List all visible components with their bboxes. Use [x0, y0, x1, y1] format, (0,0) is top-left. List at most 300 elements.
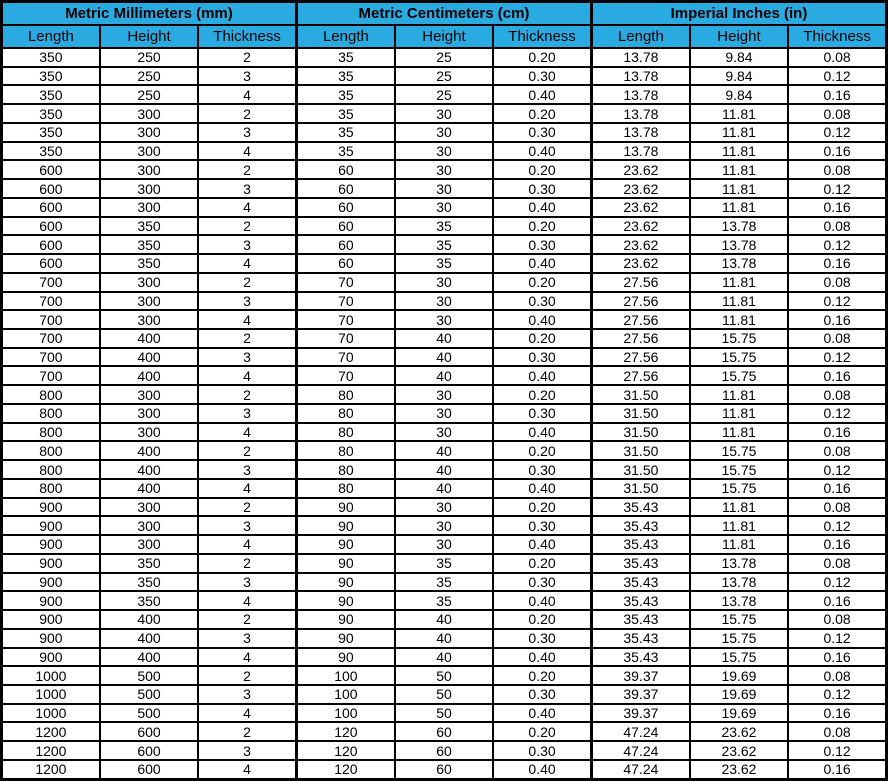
table-cell: 0.40: [493, 254, 591, 273]
table-cell: 0.40: [493, 310, 591, 329]
table-row: [2, 404, 887, 423]
table-cell: 39.37: [591, 704, 689, 723]
table-cell: 0.30: [493, 460, 591, 479]
table-cell: 2: [198, 666, 296, 685]
table-cell: 13.78: [591, 123, 689, 142]
table-cell: 300: [100, 160, 198, 179]
table-cell: 4: [198, 198, 296, 217]
table-cell: 0.16: [788, 310, 886, 329]
table-cell: 2: [198, 385, 296, 404]
table-cell: 3: [198, 741, 296, 760]
table-cell: 27.56: [591, 292, 689, 311]
table-cell: 31.50: [591, 423, 689, 442]
table-row: [2, 142, 887, 161]
table-cell: 35: [296, 123, 394, 142]
table-cell: 11.81: [690, 498, 788, 517]
table-cell: 15.75: [690, 629, 788, 648]
table-cell: 19.69: [690, 685, 788, 704]
table-cell: 120: [296, 741, 394, 760]
table-cell: 100: [296, 666, 394, 685]
table-cell: 0.30: [493, 573, 591, 592]
table-cell: 90: [296, 610, 394, 629]
table-cell: 0.30: [493, 629, 591, 648]
table-cell: 0.12: [788, 685, 886, 704]
table-cell: 0.08: [788, 610, 886, 629]
table-row: [2, 666, 887, 685]
table-row: [2, 498, 887, 517]
table-cell: 11.81: [690, 123, 788, 142]
table-cell: 60: [296, 254, 394, 273]
table-cell: 700: [2, 292, 100, 311]
table-cell: 400: [100, 441, 198, 460]
table-cell: 40: [395, 441, 493, 460]
table-cell: 0.40: [493, 760, 591, 780]
table-cell: 35: [296, 85, 394, 104]
table-cell: 700: [2, 310, 100, 329]
table-cell: 600: [2, 235, 100, 254]
table-row: [2, 198, 887, 217]
table-cell: 0.20: [493, 610, 591, 629]
table-cell: 300: [100, 198, 198, 217]
table-cell: 30: [395, 385, 493, 404]
table-cell: 35: [395, 573, 493, 592]
table-cell: 1200: [2, 760, 100, 780]
table-cell: 0.20: [493, 48, 591, 67]
table-cell: 30: [395, 535, 493, 554]
table-row: [2, 516, 887, 535]
table-cell: 9.84: [690, 85, 788, 104]
table-cell: 350: [100, 573, 198, 592]
table-cell: 0.08: [788, 554, 886, 573]
table-cell: 11.81: [690, 160, 788, 179]
table-cell: 4: [198, 704, 296, 723]
table-row: [2, 48, 887, 67]
table-cell: 70: [296, 329, 394, 348]
table-cell: 400: [100, 648, 198, 667]
table-cell: 300: [100, 498, 198, 517]
table-cell: 0.20: [493, 554, 591, 573]
table-cell: 600: [2, 198, 100, 217]
table-cell: 600: [100, 722, 198, 741]
table-cell: 50: [395, 704, 493, 723]
table-cell: 0.40: [493, 198, 591, 217]
table-cell: 900: [2, 648, 100, 667]
table-cell: 11.81: [690, 292, 788, 311]
table-cell: 0.16: [788, 85, 886, 104]
table-cell: 4: [198, 591, 296, 610]
table-cell: 27.56: [591, 310, 689, 329]
table-cell: 60: [395, 760, 493, 780]
table-row: [2, 123, 887, 142]
table-cell: 39.37: [591, 685, 689, 704]
table-cell: 0.12: [788, 404, 886, 423]
table-row: [2, 310, 887, 329]
table-cell: 700: [2, 366, 100, 385]
table-cell: 90: [296, 573, 394, 592]
table-cell: 300: [100, 179, 198, 198]
table-cell: 120: [296, 722, 394, 741]
table-cell: 0.12: [788, 179, 886, 198]
table-cell: 13.78: [690, 573, 788, 592]
table-cell: 80: [296, 385, 394, 404]
table-row: [2, 629, 887, 648]
table-cell: 300: [100, 385, 198, 404]
table-cell: 300: [100, 535, 198, 554]
table-cell: 0.40: [493, 366, 591, 385]
table-cell: 0.12: [788, 460, 886, 479]
column-header-row: [2, 25, 887, 48]
table-cell: 300: [100, 516, 198, 535]
table-cell: 400: [100, 610, 198, 629]
table-cell: 0.40: [493, 535, 591, 554]
table-cell: 0.20: [493, 329, 591, 348]
table-cell: 0.40: [493, 142, 591, 161]
table-cell: 13.78: [591, 142, 689, 161]
table-row: [2, 441, 887, 460]
table-cell: 27.56: [591, 273, 689, 292]
table-cell: 13.78: [591, 104, 689, 123]
table-cell: 0.16: [788, 423, 886, 442]
table-cell: 35.43: [591, 610, 689, 629]
table-cell: 15.75: [690, 441, 788, 460]
table-cell: 300: [100, 142, 198, 161]
table-cell: 13.78: [690, 591, 788, 610]
table-cell: 800: [2, 479, 100, 498]
table-cell: 23.62: [690, 722, 788, 741]
table-cell: 4: [198, 366, 296, 385]
table-cell: 350: [100, 554, 198, 573]
table-cell: 3: [198, 573, 296, 592]
table-cell: 0.40: [493, 423, 591, 442]
table-cell: 1000: [2, 685, 100, 704]
column-header-mm-height: Height: [100, 25, 198, 48]
table-row: [2, 366, 887, 385]
table-cell: 0.16: [788, 648, 886, 667]
table-cell: 4: [198, 254, 296, 273]
table-cell: 30: [395, 498, 493, 517]
table-cell: 700: [2, 348, 100, 367]
table-cell: 90: [296, 554, 394, 573]
table-cell: 900: [2, 591, 100, 610]
table-cell: 900: [2, 535, 100, 554]
table-cell: 11.81: [690, 104, 788, 123]
table-row: [2, 741, 887, 760]
table-cell: 0.20: [493, 722, 591, 741]
table-cell: 0.16: [788, 198, 886, 217]
table-cell: 31.50: [591, 385, 689, 404]
table-cell: 600: [2, 160, 100, 179]
table-cell: 900: [2, 554, 100, 573]
table-cell: 30: [395, 516, 493, 535]
table-cell: 15.75: [690, 479, 788, 498]
table-cell: 0.16: [788, 254, 886, 273]
table-cell: 31.50: [591, 441, 689, 460]
table-cell: 35.43: [591, 498, 689, 517]
table-cell: 4: [198, 85, 296, 104]
table-cell: 35: [395, 217, 493, 236]
table-row: [2, 179, 887, 198]
table-cell: 0.20: [493, 498, 591, 517]
table-cell: 31.50: [591, 460, 689, 479]
table-row: [2, 104, 887, 123]
table-cell: 90: [296, 648, 394, 667]
table-cell: 23.62: [591, 198, 689, 217]
table-cell: 90: [296, 591, 394, 610]
table-cell: 9.84: [690, 67, 788, 86]
table-cell: 0.30: [493, 123, 591, 142]
table-cell: 400: [100, 348, 198, 367]
table-cell: 90: [296, 516, 394, 535]
column-header-mm-length: Length: [2, 25, 100, 48]
table-cell: 35: [296, 48, 394, 67]
table-cell: 30: [395, 273, 493, 292]
table-cell: 0.40: [493, 85, 591, 104]
table-cell: 40: [395, 460, 493, 479]
table-cell: 25: [395, 85, 493, 104]
table-cell: 0.08: [788, 722, 886, 741]
table-cell: 300: [100, 273, 198, 292]
table-row: [2, 217, 887, 236]
group-header-metric-mm: Metric Millimeters (mm): [2, 2, 297, 26]
table-cell: 23.62: [591, 179, 689, 198]
table-cell: 800: [2, 404, 100, 423]
table-cell: 0.08: [788, 273, 886, 292]
table-cell: 23.62: [591, 217, 689, 236]
table-cell: 100: [296, 685, 394, 704]
table-cell: 300: [100, 404, 198, 423]
table-cell: 350: [2, 142, 100, 161]
table-cell: 47.24: [591, 760, 689, 780]
table-cell: 25: [395, 48, 493, 67]
table-cell: 2: [198, 48, 296, 67]
table-cell: 900: [2, 573, 100, 592]
table-cell: 400: [100, 366, 198, 385]
table-cell: 15.75: [690, 460, 788, 479]
column-header-cm-thickness: Thickness: [493, 25, 591, 48]
table-cell: 0.20: [493, 104, 591, 123]
table-cell: 35: [395, 235, 493, 254]
table-cell: 50: [395, 666, 493, 685]
table-cell: 23.62: [690, 741, 788, 760]
table-cell: 70: [296, 310, 394, 329]
table-cell: 23.62: [591, 235, 689, 254]
table-cell: 60: [296, 198, 394, 217]
table-cell: 0.08: [788, 48, 886, 67]
table-row: [2, 385, 887, 404]
table-cell: 300: [100, 423, 198, 442]
table-cell: 0.30: [493, 516, 591, 535]
table-cell: 2: [198, 329, 296, 348]
table-cell: 70: [296, 292, 394, 311]
table-cell: 3: [198, 235, 296, 254]
table-cell: 2: [198, 722, 296, 741]
table-cell: 300: [100, 292, 198, 311]
table-cell: 9.84: [690, 48, 788, 67]
table-row: [2, 535, 887, 554]
table-cell: 0.08: [788, 385, 886, 404]
table-cell: 30: [395, 142, 493, 161]
table-cell: 11.81: [690, 404, 788, 423]
table-cell: 300: [100, 123, 198, 142]
table-cell: 11.81: [690, 310, 788, 329]
table-cell: 30: [395, 198, 493, 217]
table-cell: 0.20: [493, 273, 591, 292]
table-cell: 4: [198, 479, 296, 498]
table-cell: 30: [395, 292, 493, 311]
table-cell: 47.24: [591, 722, 689, 741]
table-cell: 0.16: [788, 366, 886, 385]
table-cell: 0.12: [788, 348, 886, 367]
table-cell: 350: [100, 235, 198, 254]
table-row: [2, 273, 887, 292]
table-cell: 60: [296, 235, 394, 254]
table-cell: 2: [198, 441, 296, 460]
table-cell: 40: [395, 479, 493, 498]
table-cell: 0.16: [788, 479, 886, 498]
column-header-in-length: Length: [591, 25, 689, 48]
table-cell: 60: [395, 722, 493, 741]
table-cell: 120: [296, 760, 394, 780]
table-cell: 400: [100, 629, 198, 648]
table-cell: 0.16: [788, 704, 886, 723]
table-row: [2, 292, 887, 311]
table-cell: 50: [395, 685, 493, 704]
table-cell: 0.16: [788, 760, 886, 780]
table-cell: 0.40: [493, 479, 591, 498]
table-row: [2, 254, 887, 273]
table-cell: 80: [296, 460, 394, 479]
table-cell: 19.69: [690, 666, 788, 685]
table-cell: 3: [198, 516, 296, 535]
table-cell: 30: [395, 423, 493, 442]
table-cell: 1200: [2, 722, 100, 741]
table-cell: 60: [296, 217, 394, 236]
table-cell: 19.69: [690, 704, 788, 723]
table-cell: 31.50: [591, 479, 689, 498]
table-row: [2, 648, 887, 667]
table-cell: 0.12: [788, 292, 886, 311]
table-cell: 3: [198, 67, 296, 86]
table-cell: 13.78: [690, 235, 788, 254]
table-cell: 90: [296, 629, 394, 648]
table-cell: 15.75: [690, 366, 788, 385]
table-cell: 13.78: [690, 554, 788, 573]
table-cell: 0.40: [493, 648, 591, 667]
table-cell: 15.75: [690, 648, 788, 667]
table-cell: 35: [395, 554, 493, 573]
table-cell: 47.24: [591, 741, 689, 760]
table-cell: 400: [100, 329, 198, 348]
table-cell: 350: [2, 123, 100, 142]
table-cell: 300: [100, 310, 198, 329]
table-cell: 0.30: [493, 67, 591, 86]
table-cell: 35: [395, 591, 493, 610]
table-cell: 35.43: [591, 648, 689, 667]
table-cell: 39.37: [591, 666, 689, 685]
table-cell: 0.30: [493, 741, 591, 760]
table-row: [2, 423, 887, 442]
table-cell: 0.12: [788, 123, 886, 142]
table-cell: 0.08: [788, 217, 886, 236]
table-row: [2, 460, 887, 479]
table-cell: 15.75: [690, 348, 788, 367]
column-header-cm-length: Length: [296, 25, 394, 48]
table-cell: 0.30: [493, 348, 591, 367]
table-cell: 3: [198, 179, 296, 198]
table-cell: 13.78: [591, 85, 689, 104]
table-cell: 600: [2, 254, 100, 273]
table-cell: 350: [2, 48, 100, 67]
table-cell: 800: [2, 385, 100, 404]
table-cell: 3: [198, 685, 296, 704]
table-cell: 0.20: [493, 385, 591, 404]
table-cell: 0.30: [493, 179, 591, 198]
table-cell: 500: [100, 704, 198, 723]
table-cell: 800: [2, 423, 100, 442]
table-cell: 3: [198, 629, 296, 648]
table-cell: 2: [198, 498, 296, 517]
table-cell: 350: [100, 217, 198, 236]
table-cell: 0.12: [788, 516, 886, 535]
table-cell: 2: [198, 554, 296, 573]
table-header: [2, 2, 887, 49]
table-cell: 250: [100, 85, 198, 104]
table-cell: 80: [296, 441, 394, 460]
table-cell: 35: [395, 254, 493, 273]
table-cell: 23.62: [591, 160, 689, 179]
table-row: [2, 554, 887, 573]
table-cell: 2: [198, 104, 296, 123]
table-cell: 13.78: [690, 254, 788, 273]
table-cell: 1200: [2, 741, 100, 760]
table-cell: 0.08: [788, 104, 886, 123]
table-row: [2, 685, 887, 704]
table-cell: 70: [296, 348, 394, 367]
table-row: [2, 329, 887, 348]
table-cell: 700: [2, 329, 100, 348]
table-cell: 0.30: [493, 235, 591, 254]
table-cell: 40: [395, 366, 493, 385]
table-cell: 500: [100, 666, 198, 685]
table-cell: 70: [296, 366, 394, 385]
table-cell: 90: [296, 535, 394, 554]
table-row: [2, 704, 887, 723]
table-cell: 11.81: [690, 516, 788, 535]
table-cell: 350: [100, 254, 198, 273]
table-cell: 0.12: [788, 573, 886, 592]
table-cell: 2: [198, 160, 296, 179]
table-cell: 11.81: [690, 535, 788, 554]
table-cell: 70: [296, 273, 394, 292]
table-cell: 11.81: [690, 423, 788, 442]
table-cell: 27.56: [591, 348, 689, 367]
table-cell: 80: [296, 423, 394, 442]
table-cell: 11.81: [690, 142, 788, 161]
table-cell: 0.30: [493, 404, 591, 423]
table-cell: 40: [395, 329, 493, 348]
table-cell: 35.43: [591, 591, 689, 610]
table-cell: 40: [395, 610, 493, 629]
table-cell: 3: [198, 404, 296, 423]
table-cell: 2: [198, 610, 296, 629]
table-cell: 27.56: [591, 366, 689, 385]
table-cell: 900: [2, 516, 100, 535]
table-cell: 0.12: [788, 235, 886, 254]
table-cell: 0.08: [788, 498, 886, 517]
table-cell: 60: [395, 741, 493, 760]
table-cell: 0.20: [493, 666, 591, 685]
table-cell: 4: [198, 142, 296, 161]
